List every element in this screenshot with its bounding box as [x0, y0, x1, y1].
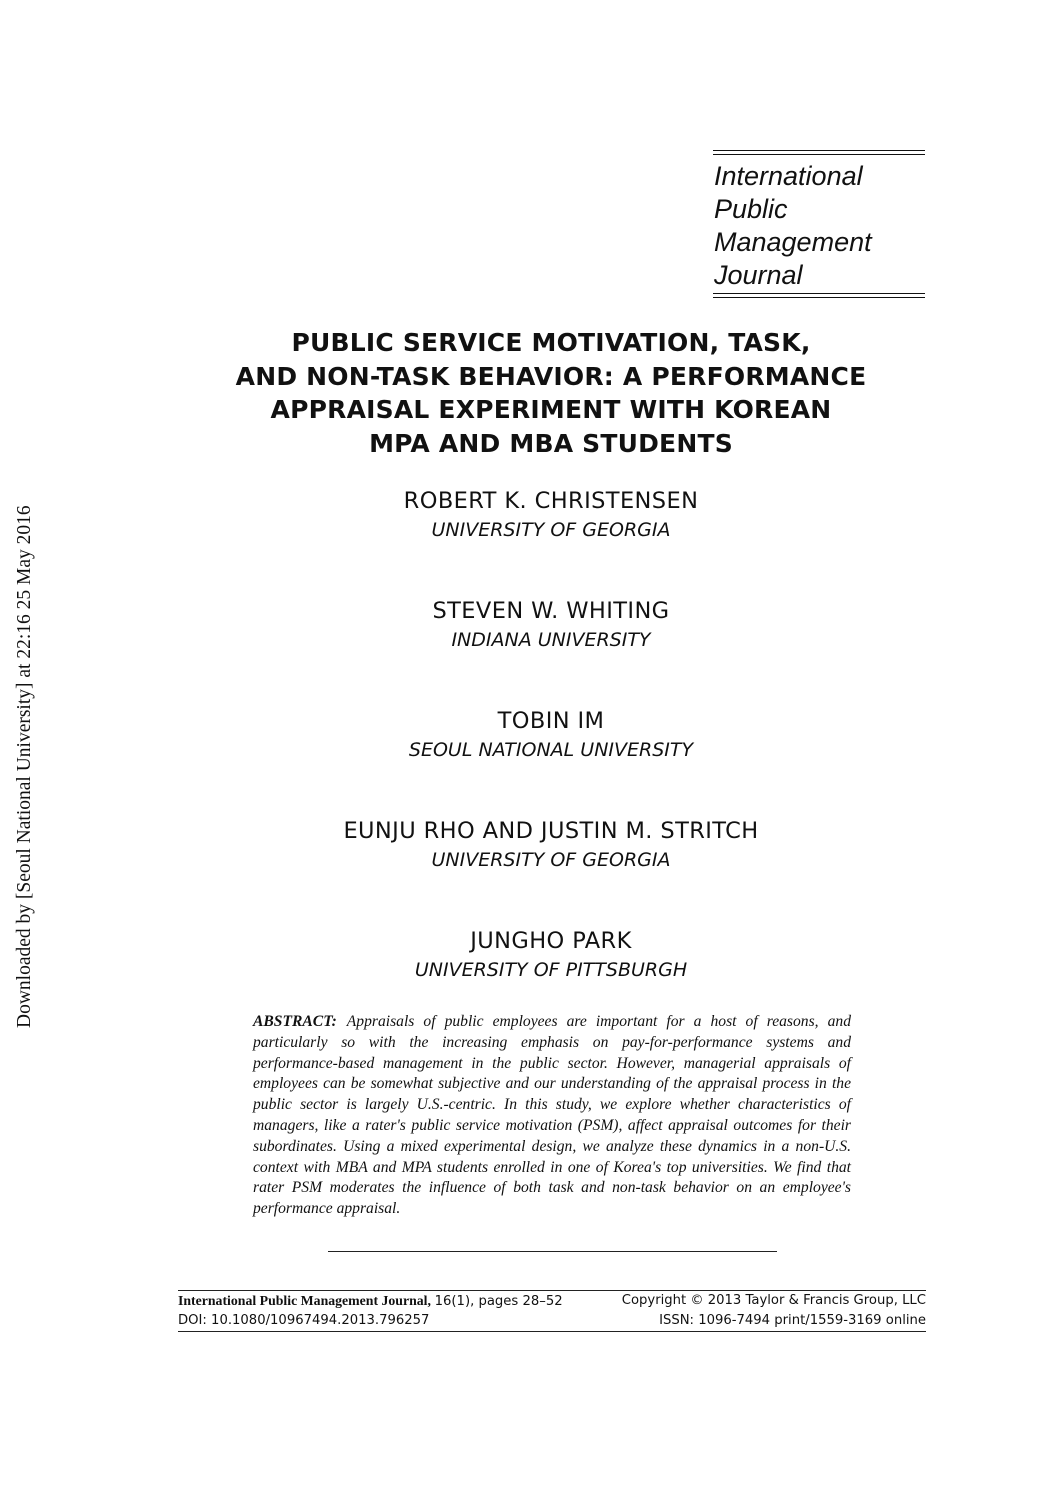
footer-issue: 16(1), pages 28–52	[434, 1294, 563, 1309]
article-title	[150, 326, 952, 460]
journal-name-line: Management	[714, 227, 872, 257]
download-watermark: Downloaded by [Seoul National University] at 22:16 25 May 2016	[14, 505, 35, 1028]
abstract-label: ABSTRACT:	[253, 1013, 337, 1030]
author-affiliation: UNIVERSITY OF GEORGIA	[431, 849, 671, 871]
author-affiliation: INDIANA UNIVERSITY	[451, 629, 651, 651]
author-block	[150, 486, 952, 596]
author-name: ROBERT K. CHRISTENSEN	[403, 488, 699, 514]
journal-bottom-rule	[713, 293, 925, 298]
journal-name-line: Public	[714, 194, 788, 224]
title-line: AND NON-TASK BEHAVIOR: A PERFORMANCE	[235, 361, 867, 391]
author-affiliation: UNIVERSITY OF PITTSBURGH	[414, 959, 688, 981]
author-list	[150, 486, 952, 1036]
page-footer	[178, 1290, 926, 1332]
author-affiliation: UNIVERSITY OF GEORGIA	[431, 519, 671, 541]
copyright: Copyright © 2013 Taylor & Francis Group, LLC	[621, 1293, 926, 1308]
footer-row-1	[178, 1291, 926, 1311]
title-line: MPA AND MBA STUDENTS	[369, 428, 733, 458]
journal-name	[713, 155, 925, 293]
abstract-text: Appraisals of public employees are important for a host of reasons, and particularly so with the increasing emphasis on pay-for-performance systems and performance-based management in the public sector. However, managerial appraisals of employees can be somewhat subjective and our understanding of the appraisal process in the public sector is largely U.S.-centric. In this study, we explore whether characteristics of managers, like a rater's public service motivation (PSM), affect appraisal outcomes for their subordinates. Using a mixed experimental design, we analyze these dynamics in a non-U.S. context with MBA and MPA students enrolled in one of Korea's top universities. We find that rater PSM moderates the influence of both task and non-task behavior on an employee's performance appraisal.	[253, 1013, 851, 1218]
author-block	[150, 816, 952, 926]
author-name: JUNGHO PARK	[470, 928, 632, 954]
section-divider	[328, 1251, 777, 1252]
footer-bottom-rule	[178, 1331, 926, 1332]
journal-logo	[713, 150, 925, 298]
journal-name-line: Journal	[714, 260, 803, 290]
citation	[178, 1291, 563, 1311]
author-block	[150, 706, 952, 816]
author-name: TOBIN IM	[497, 708, 605, 734]
footer-journal-name: International Public Management Journal,	[178, 1293, 431, 1308]
author-name: STEVEN W. WHITING	[432, 598, 670, 624]
journal-name-line: International	[714, 161, 863, 191]
author-affiliation: SEOUL NATIONAL UNIVERSITY	[408, 739, 694, 761]
issn: ISSN: 1096-7494 print/1559-3169 online	[659, 1313, 926, 1328]
author-block	[150, 596, 952, 706]
title-line: PUBLIC SERVICE MOTIVATION, TASK,	[291, 328, 811, 357]
author-name: EUNJU RHO AND JUSTIN M. STRITCH	[343, 818, 759, 844]
abstract	[253, 1012, 851, 1220]
doi: DOI: 10.1080/10967494.2013.796257	[178, 1313, 430, 1328]
footer-row-2	[178, 1311, 926, 1330]
title-line: APPRAISAL EXPERIMENT WITH KOREAN	[270, 395, 832, 424]
